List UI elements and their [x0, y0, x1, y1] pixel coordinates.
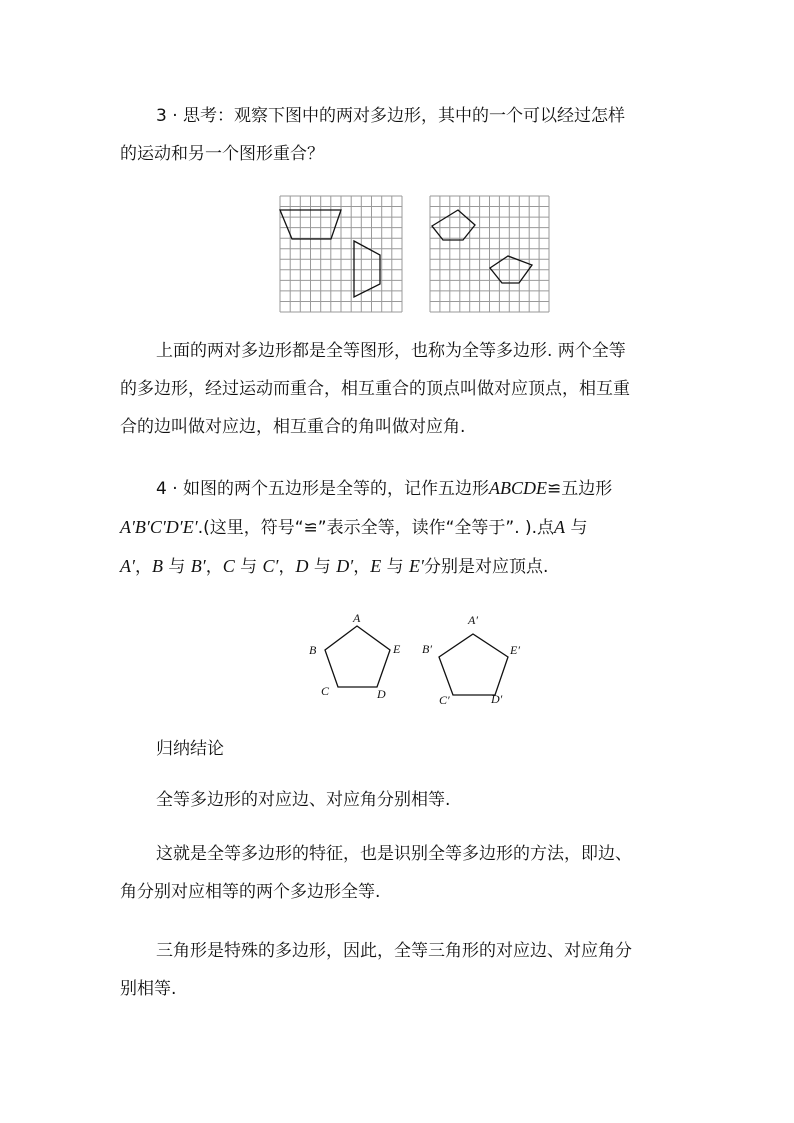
section-4-example: 4 · 如图的两个五边形是全等的，记作五边形ABCDE≌五边形 A′B′C′D′E′.(这里，符号“≌”表示全等，读作“全等于”. ).点A 与 A′，B 与 B′，C 与 C′，D 与 D′，E 与 E′分别是对应顶点. — [120, 478, 613, 577]
grid-lines — [280, 196, 402, 312]
label-d-prime: D′ — [491, 692, 503, 706]
label-e: E — [393, 642, 401, 656]
label-b-prime: B′ — [422, 642, 432, 656]
trapezoid-vertical — [354, 241, 380, 297]
summary-triangles: 三角形是特殊的多边形，因此，全等三角形的对应边、对应角分 别相等. — [120, 941, 632, 999]
label-c-prime: C′ — [439, 693, 450, 707]
summary-heading: 归纳结论 — [156, 739, 224, 759]
label-a: A — [353, 611, 361, 625]
pentagon-abcde — [325, 626, 390, 687]
congruent-definition: 上面的两对多边形都是全等图形，也称为全等多边形. 两个全等 的多边形，经过运动而重合，相互重合的顶点叫做对应顶点，相互重 合的边叫做对应边，相互重合的角叫做对应角. — [120, 341, 630, 437]
summary-statement: 全等多边形的对应边、对应角分别相等. — [156, 790, 451, 810]
label-d: D — [377, 687, 386, 701]
label-a-prime: A′ — [468, 613, 478, 627]
label-e-prime: E′ — [510, 643, 520, 657]
grid-figure-pentagons — [430, 196, 549, 312]
summary-explanation: 这就是全等多边形的特征，也是识别全等多边形的方法，即边、 角分别对应相等的两个多边形全等. — [120, 844, 632, 902]
pentagon-upper — [432, 210, 475, 240]
label-b: B — [309, 643, 317, 657]
pentagon-a-prime — [439, 634, 508, 695]
section-3-question: 3 · 思考：观察下图中的两对多边形，其中的一个可以经过怎样 的运动和另一个图形重合？ — [120, 106, 626, 164]
grid-figure-trapezoids — [280, 196, 402, 312]
congruent-pentagons-figure — [300, 608, 540, 708]
grid-lines — [430, 196, 549, 312]
label-c: C — [321, 684, 330, 698]
